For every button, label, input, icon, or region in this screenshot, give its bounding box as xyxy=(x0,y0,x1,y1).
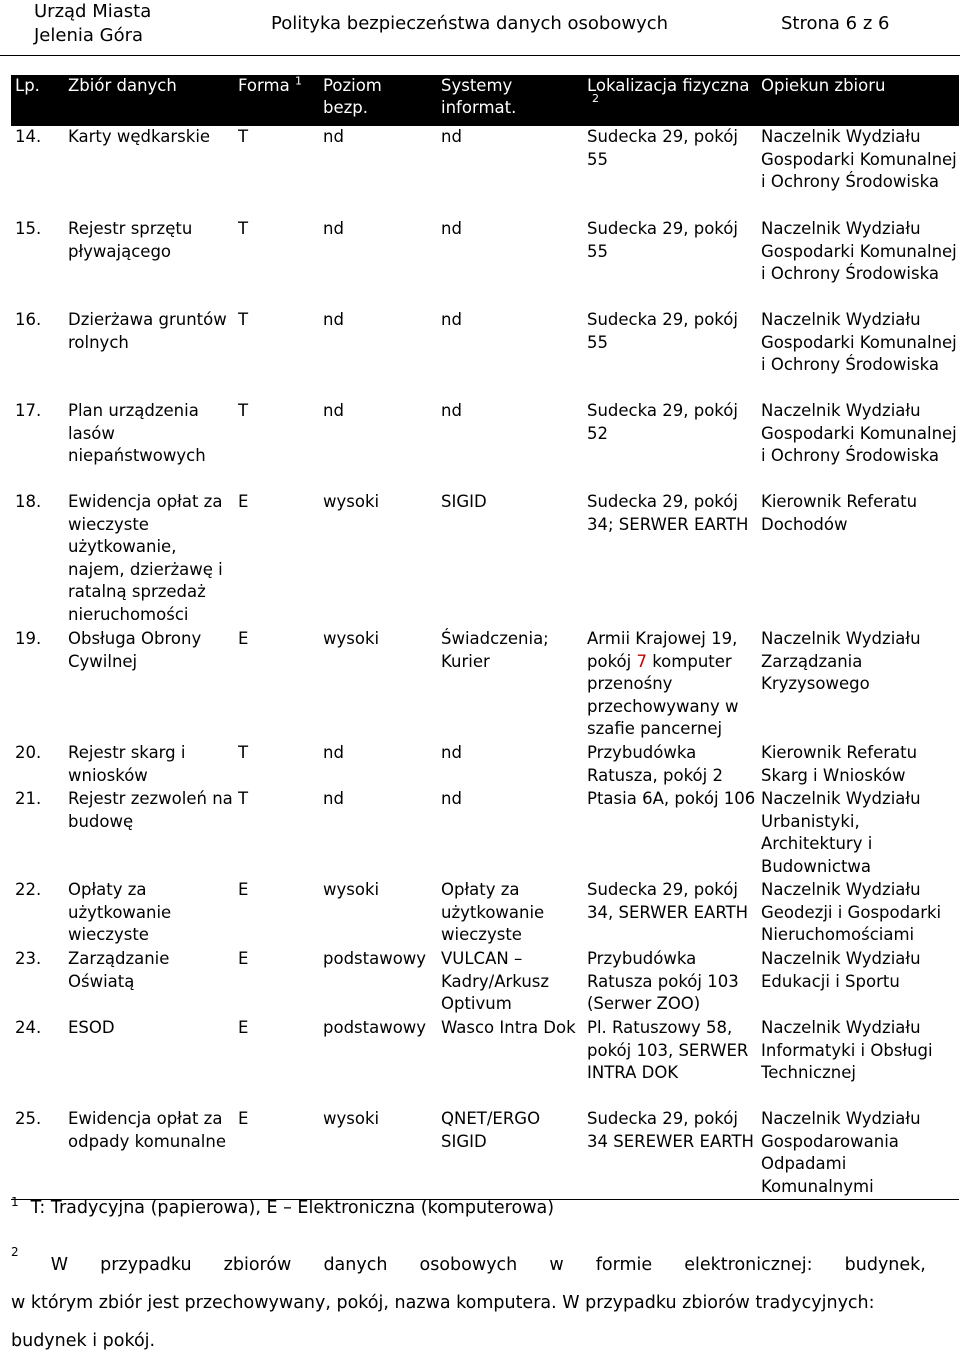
footnote-2-mark: 2 xyxy=(11,1245,19,1259)
cell-poziom: wysoki xyxy=(323,880,380,899)
footnote-2-line-1 xyxy=(11,1246,926,1284)
cell-poziom: nd xyxy=(323,219,344,238)
cell-systemy: nd xyxy=(441,789,462,808)
cell-forma: T xyxy=(238,789,249,808)
table-row xyxy=(11,788,959,879)
cell-opiekun: Naczelnik Wydziału Informatyki i Obsługi Technicznej xyxy=(761,1018,933,1082)
cell-forma: E xyxy=(238,1108,323,1199)
cell-lokalizacja: Pl. Ratuszowy 58, pokój 103, SERWER INTRA DOK xyxy=(587,1018,749,1082)
cell-lp: 20. xyxy=(15,743,42,762)
footnote-word: budynek, xyxy=(844,1255,926,1275)
cell-systemy: nd xyxy=(441,127,462,146)
cell-lp: 15. xyxy=(15,219,42,238)
cell-opiekun: Naczelnik Wydziału Edukacji i Sportu xyxy=(761,949,921,991)
cell-lokalizacja: Sudecka 29, pokój 34; SERWER EARTH xyxy=(587,492,749,534)
header-lokalizacja: Lokalizacja fizyczna 2 xyxy=(587,75,761,126)
cell-poziom: wysoki xyxy=(323,492,380,511)
cell-zbior: Rejestr sprzętu pływającego xyxy=(68,219,193,261)
footnote-word: elektronicznej: xyxy=(684,1255,813,1275)
footnote-2 xyxy=(11,1246,926,1360)
cell-forma: T xyxy=(238,127,249,146)
cell-poziom: podstawowy xyxy=(323,1018,427,1037)
footnote-word: osobowych xyxy=(419,1255,518,1275)
cell-lp: 21. xyxy=(15,789,42,808)
table-row xyxy=(11,491,959,628)
cell-zbior: Zarządzanie Oświatą xyxy=(68,949,170,991)
cell-lokalizacja: Ptasia 6A, pokój 106 xyxy=(587,789,756,808)
cell-forma: E xyxy=(238,1018,249,1037)
table-row xyxy=(11,309,959,400)
footnote-2-line-2: w którym zbiór jest przechowywany, pokój, nazwa komputera. W przypadku zbiorów tradycyjnych: xyxy=(11,1293,875,1313)
document-title: Polityka bezpieczeństwa danych osobowych xyxy=(271,13,669,34)
cell-poziom: nd xyxy=(323,310,344,329)
cell-opiekun: Naczelnik Wydziału Zarządzania Kryzysowego xyxy=(761,629,921,693)
cell-opiekun: Naczelnik Wydziału Urbanistyki, Architektury i Budownictwa xyxy=(761,789,921,876)
cell-zbior: Ewidencja opłat za odpady komunalne xyxy=(68,1108,238,1199)
footnote-word: przypadku xyxy=(100,1255,192,1275)
footnote-2-line-3: budynek i pokój. xyxy=(11,1331,156,1351)
cell-lokalizacja: Sudecka 29, pokój 34, SERWER EARTH xyxy=(587,880,749,922)
cell-opiekun: Naczelnik Wydziału Gospodarki Komunalnej i Ochrony Środowiska xyxy=(761,219,957,283)
table-header-row xyxy=(11,75,959,126)
cell-forma: T xyxy=(238,401,249,420)
cell-lp: 23. xyxy=(15,949,42,968)
footnote-word: zbiorów xyxy=(223,1255,292,1275)
cell-systemy: nd xyxy=(441,219,462,238)
cell-lp: 22. xyxy=(15,880,42,899)
cell-forma: E xyxy=(238,492,249,511)
cell-zbior: Rejestr skarg i wniosków xyxy=(68,743,186,785)
table-row xyxy=(11,742,959,788)
cell-systemy: Wasco Intra Dok xyxy=(441,1018,576,1037)
cell-poziom: wysoki xyxy=(323,629,380,648)
cell-poziom: nd xyxy=(323,743,344,762)
cell-opiekun: Naczelnik Wydziału Gospodarowania Odpadami Komunalnymi xyxy=(761,1108,959,1199)
cell-lokalizacja: Armii Krajowej 19, pokój 7 komputer przenośny przechowywany w szafie pancernej xyxy=(587,629,739,738)
cell-lp: 24. xyxy=(15,1018,42,1037)
table-row xyxy=(11,1017,959,1108)
cell-lp: 25. xyxy=(11,1108,68,1199)
cell-forma: E xyxy=(238,880,249,899)
cell-poziom: wysoki xyxy=(323,1108,441,1199)
cell-lokalizacja: Sudecka 29, pokój 55 xyxy=(587,219,738,261)
cell-opiekun: Naczelnik Wydziału Gospodarki Komunalnej i Ochrony Środowiska xyxy=(761,401,957,465)
cell-opiekun: Naczelnik Wydziału Gospodarki Komunalnej i Ochrony Środowiska xyxy=(761,310,957,374)
cell-systemy: SIGID xyxy=(441,492,487,511)
cell-systemy: VULCAN – Kadry/Arkusz Optivum xyxy=(441,949,550,1013)
cell-zbior: Rejestr zezwoleń na budowę xyxy=(68,789,233,831)
table-row xyxy=(11,879,959,948)
cell-systemy: nd xyxy=(441,401,462,420)
cell-lokalizacja: Sudecka 29, pokój 52 xyxy=(587,401,738,443)
cell-poziom: nd xyxy=(323,401,344,420)
page-header xyxy=(0,0,960,56)
cell-zbior: ESOD xyxy=(68,1018,115,1037)
cell-opiekun: Kierownik Referatu Skarg i Wniosków xyxy=(761,743,918,785)
cell-zbior: Ewidencja opłat za wieczyste użytkowanie, najem, dzierżawę i ratalną sprzedaż nieruchomości xyxy=(68,492,223,624)
table-row xyxy=(11,948,959,1017)
cell-forma: T xyxy=(238,743,249,762)
cell-systemy: nd xyxy=(441,743,462,762)
cell-lp: 19. xyxy=(15,629,42,648)
footnote-1-mark: 1 xyxy=(11,1195,19,1210)
cell-poziom: podstawowy xyxy=(323,949,427,968)
cell-lokalizacja: Sudecka 29, pokój 34 SEREWER EARTH xyxy=(587,1108,761,1199)
cell-lp: 18. xyxy=(15,492,42,511)
cell-poziom: nd xyxy=(323,789,344,808)
cell-lp: 17. xyxy=(15,401,42,420)
cell-systemy: Opłaty za użytkowanie wieczyste xyxy=(441,880,545,944)
cell-systemy: Świadczenia; Kurier xyxy=(441,629,549,671)
cell-forma: T xyxy=(238,219,249,238)
table-row xyxy=(11,126,959,218)
organization-name xyxy=(34,0,151,48)
header-poziom: Poziom bezp. xyxy=(323,75,441,126)
cell-poziom: nd xyxy=(323,127,344,146)
footnote-word: W xyxy=(50,1255,69,1275)
org-line-2: Jelenia Góra xyxy=(34,25,144,46)
footnote-word: formie xyxy=(595,1255,653,1275)
header-zbior: Zbiór danych xyxy=(68,75,238,126)
footnote-1 xyxy=(11,1196,926,1220)
header-opiekun: Opiekun zbioru xyxy=(761,75,959,126)
cell-lokalizacja: Sudecka 29, pokój 55 xyxy=(587,310,738,352)
cell-lokalizacja: Przybudówka Ratusza, pokój 2 xyxy=(587,743,723,785)
cell-lokalizacja: Przybudówka Ratusza pokój 103 (Serwer ZOO) xyxy=(587,949,739,1013)
header-forma: Forma $^1$ xyxy=(238,75,323,126)
footnote-word: danych xyxy=(323,1255,388,1275)
data-registry-table xyxy=(11,75,959,1200)
highlighted-room-number: 7 xyxy=(636,651,647,671)
header-lp: Lp. xyxy=(11,75,68,126)
page-number: Strona 6 z 6 xyxy=(781,13,890,34)
org-line-1: Urząd Miasta xyxy=(34,1,152,22)
table-row xyxy=(11,628,959,742)
cell-zbior: Dzierżawa gruntów rolnych xyxy=(68,310,227,352)
header-systemy: Systemy informat. xyxy=(441,75,587,126)
footnote-ref-1: 1 xyxy=(294,75,302,88)
cell-lokalizacja: Sudecka 29, pokój 55 xyxy=(587,127,738,169)
cell-forma: E xyxy=(238,949,249,968)
footnote-word: w xyxy=(549,1255,564,1275)
cell-opiekun: Naczelnik Wydziału Geodezji i Gospodarki Nieruchomościami xyxy=(761,880,942,944)
footnote-ref-2: 2 xyxy=(592,92,599,105)
cell-zbior: Plan urządzenia lasów niepaństwowych xyxy=(68,401,206,465)
cell-zbior: Opłaty za użytkowanie wieczyste xyxy=(68,880,172,944)
cell-lp: 14. xyxy=(15,127,42,146)
table-row xyxy=(11,400,959,491)
cell-forma: T xyxy=(238,310,249,329)
cell-opiekun: Naczelnik Wydziału Gospodarki Komunalnej i Ochrony Środowiska xyxy=(761,127,957,191)
table-row xyxy=(11,218,959,309)
table-row xyxy=(11,1108,959,1199)
cell-systemy: nd xyxy=(441,310,462,329)
cell-zbior: Obsługa Obrony Cywilnej xyxy=(68,629,202,671)
cell-zbior: Karty wędkarskie xyxy=(68,127,211,146)
cell-systemy: QNET/ERGO SIGID xyxy=(441,1108,587,1199)
cell-lp: 16. xyxy=(15,310,42,329)
footnote-1-text: T: Tradycyjna (papierowa), E – Elektroniczna (komputerowa) xyxy=(30,1198,555,1218)
cell-opiekun: Kierownik Referatu Dochodów xyxy=(761,492,918,534)
cell-forma: E xyxy=(238,629,249,648)
